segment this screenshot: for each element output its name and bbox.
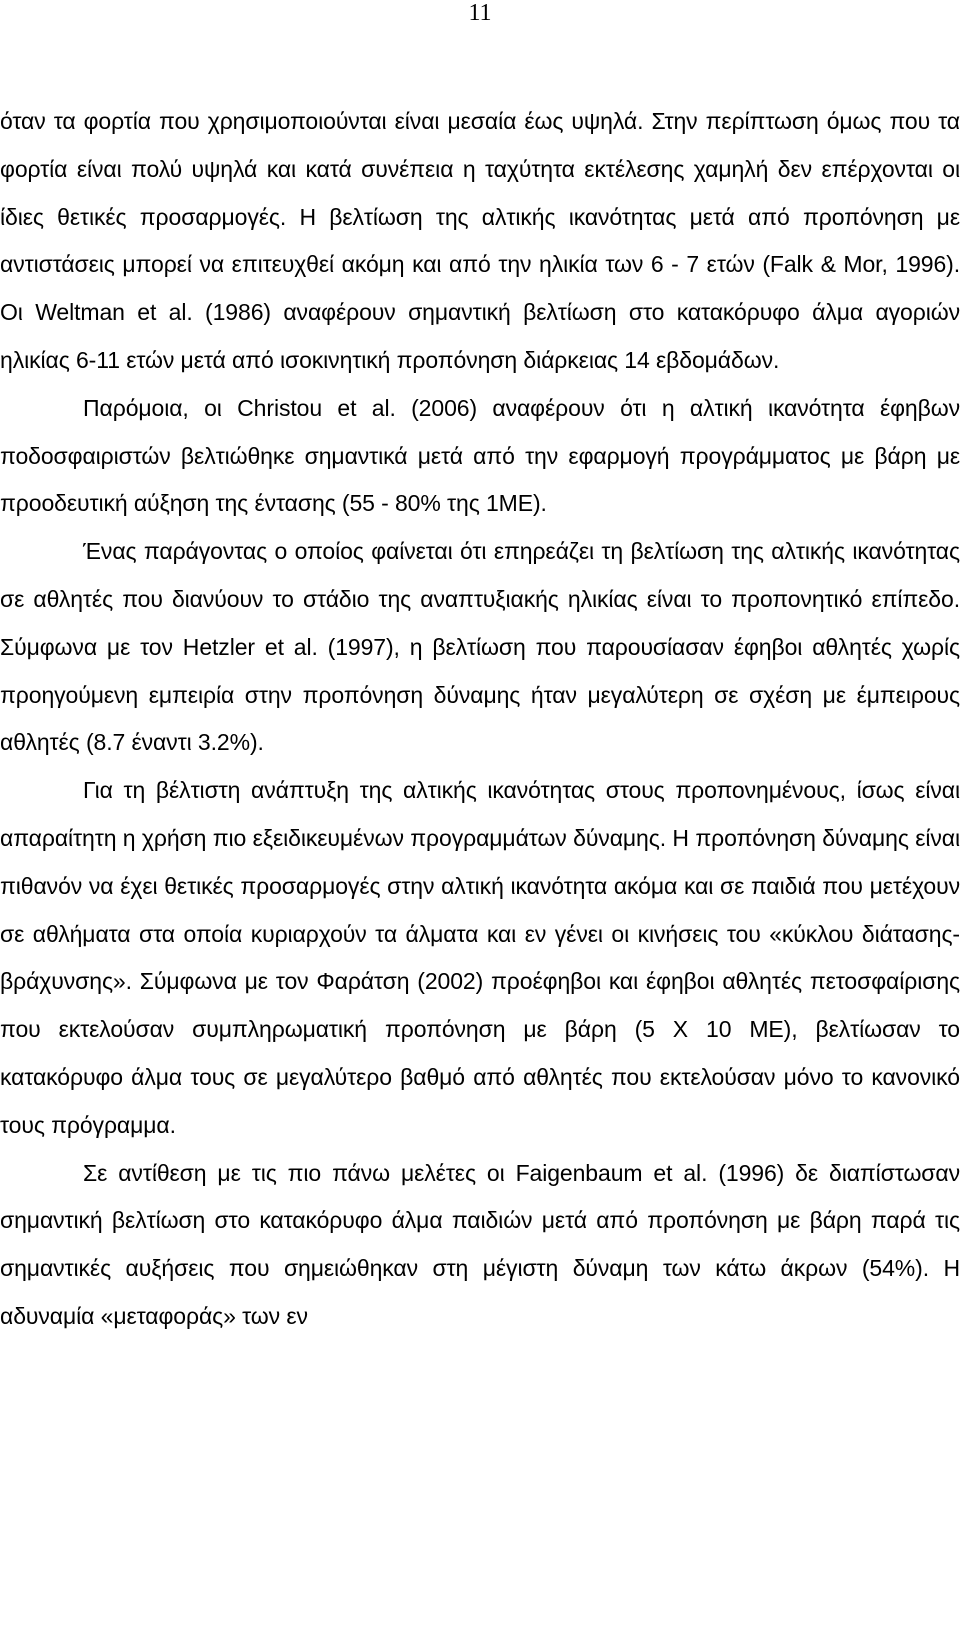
page-number: 11 xyxy=(468,0,492,26)
paragraph-4: Για τη βέλτιστη ανάπτυξη της αλτικής ικανότητας στους προπονημένους, ίσως είναι απαραίτητη η χρήση πιο εξειδικευμένων προγραμμάτων δύναμης. Η προπόνηση δύναμης είναι πιθανόν να έχει θετικές προσαρμογές στην αλτική ικανότητα ακόμα και σε παιδιά που μετέχουν σε αθλήματα στα οποία κυριαρχούν τα άλματα και εν γένει οι κινήσεις του «κύκλου διάτασης- βράχυνσης». Σύμφωνα με τον Φαράτση (2002) προέφηβοι και έφηβοι αθλητές πετοσφαίρισης που εκτελούσαν συμπληρωματική προπόνηση με βάρη (5 Χ 10 ΜΕ), βελτίωσαν το κατακόρυφο άλμα τους σε μεγαλύτερο βαθμό από αθλητές που εκτελούσαν μόνο το κανονικό τους πρόγραμμα. xyxy=(0,777,960,1138)
paragraph-3: Ένας παράγοντας ο οποίος φαίνεται ότι επηρεάζει τη βελτίωση της αλτικής ικανότητας σε αθλητές που διανύουν το στάδιο της αναπτυξιακής ηλικίας είναι το προπονητικό επίπεδο. Σύμφωνα με τον Hetzler et al. (1997), η βελτίωση που παρουσίασαν έφηβοι αθλητές χωρίς προηγούμενη εμπειρία στην προπόνηση δύναμης ήταν μεγαλύτερη σε σχέση με έμπειρους αθλητές (8.7 έναντι 3.2%). xyxy=(0,538,960,756)
body-text xyxy=(0,98,960,1341)
paragraph-2: Παρόμοια, οι Christou et al. (2006) αναφέρουν ότι η αλτική ικανότητα έφηβων ποδοσφαιριστών βελτιώθηκε σημαντικά μετά από την εφαρμογή προγράμματος με βάρη με προοδευτική αύξηση της έντασης (55 - 80% της 1ΜΕ). xyxy=(0,394,960,517)
paragraph-1: όταν τα φορτία που χρησιμοποιούνται είναι μεσαία έως υψηλά. Στην περίπτωση όμως που τα φορτία είναι πολύ υψηλά και κατά συνέπεια η ταχύτητα εκτέλεσης χαμηλή δεν επέρχονται οι ίδιες θετικές προσαρμογές. Η βελτίωση της αλτικής ικανότητας μετά από προπόνηση με αντιστάσεις μπορεί να επιτευχθεί ακόμη και από την ηλικία των 6 - 7 ετών (Falk & Mor, 1996). Οι Weltman et al. (1986) αναφέρουν σημαντική βελτίωση στο κατακόρυφο άλμα αγοριών ηλικίας 6-11 ετών μετά από ισοκινητική προπόνηση διάρκειας 14 εβδομάδων. xyxy=(0,108,960,373)
paragraph-5: Σε αντίθεση με τις πιο πάνω μελέτες οι Faigenbaum et al. (1996) δε διαπίστωσαν σημαντική βελτίωση στο κατακόρυφο άλμα παιδιών μετά από προπόνηση με βάρη παρά τις σημαντικές αυξήσεις που σημειώθηκαν στη μέγιστη δύναμη των κάτω άκρων (54%). Η αδυναμία «μεταφοράς» των εν xyxy=(0,1159,960,1329)
